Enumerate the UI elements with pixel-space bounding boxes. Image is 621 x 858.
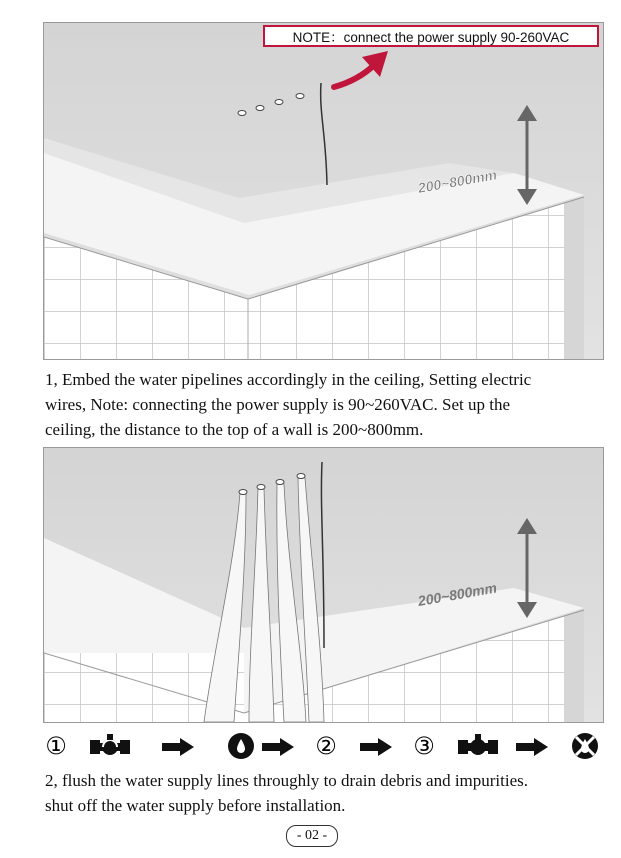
step-1-line: wires, Note: connecting the power supply is 90~260VAC. Set up the (45, 395, 510, 414)
ceiling-installation-illustration-1 (43, 22, 604, 360)
step-marker-3: ③ (413, 732, 435, 760)
step-1-line: ceiling, the distance to the top of a wall is 200~800mm. (45, 420, 424, 439)
step-marker-1: ① (45, 732, 67, 760)
arrow-right-icon (360, 738, 392, 756)
flushing-drawing (44, 448, 603, 722)
flush-sequence (40, 730, 610, 762)
ceiling-installation-illustration-2 (43, 447, 604, 723)
step-2-line: shut off the water supply before installation. (45, 796, 346, 815)
water-drop-icon (228, 733, 254, 759)
arrow-right-icon (162, 738, 194, 756)
arrow-right-icon (516, 738, 548, 756)
dimension-label: 200~800mm (416, 166, 499, 197)
valve-open-icon (90, 734, 130, 755)
step-1-instructions (45, 367, 605, 442)
dimension-label: 200~800mm (416, 579, 499, 610)
ceiling-wall-drawing (44, 23, 603, 359)
valve-closed-icon (458, 734, 498, 755)
step-2-line: 2, flush the water supply lines throughly to drain debris and impurities. (45, 771, 529, 790)
arrow-right-icon (262, 738, 294, 756)
step-2-instructions (45, 768, 615, 818)
no-water-icon (572, 733, 598, 759)
page-number: - 02 - (286, 825, 338, 847)
power-supply-note: NOTE：connect the power supply 90-260VAC (263, 25, 599, 47)
step-marker-2: ② (315, 732, 337, 760)
step-1-line: 1, Embed the water pipelines accordingly in the ceiling, Setting electric (45, 370, 532, 389)
